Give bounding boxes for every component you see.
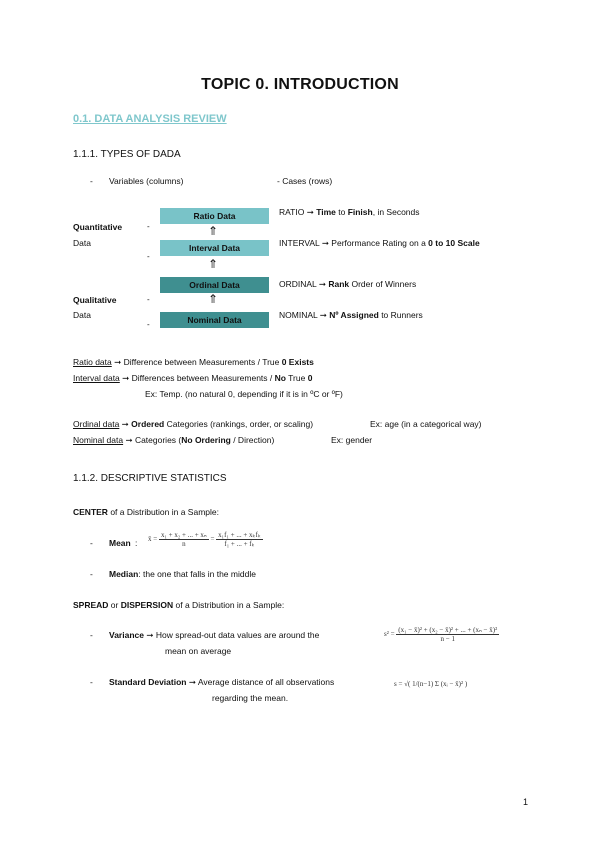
qualitative-data-label: Data (73, 310, 91, 320)
ratio-description: RATIO ➞ Time to Finish, in Seconds (279, 207, 420, 217)
quantitative-data-label: Data (73, 238, 91, 248)
mean-colon: : (135, 538, 138, 548)
stddev-line2: regarding the mean. (212, 693, 289, 703)
stddev-formula: s = √( 1/(n−1) Σ (xᵢ − x̄)² ) (394, 680, 468, 688)
types-heading: 1.1.1. TYPES OF DADA (73, 149, 181, 160)
up-arrow-icon: ⇑ (208, 257, 219, 271)
ordinal-data-box: Ordinal Data (160, 277, 269, 293)
qualitative-label: Qualitative (73, 295, 117, 305)
ordinal-definition: Ordinal data ➞ Ordered Categories (rankings, order, or scaling) (73, 419, 314, 429)
dash-mark: - (147, 252, 150, 261)
mean-dash: - (90, 538, 93, 548)
mean-label: Mean (109, 538, 131, 548)
variance-line2: mean on average (165, 646, 232, 656)
quantitative-label: Quantitative (73, 222, 123, 232)
nominal-example: Ex: gender (331, 435, 373, 445)
mean-formula: x̄ = $\frac{\text{x₁ + x₂ + ... + xₙ}}{n}$ = $\frac{\text{x₁f₁ + ... + xₖfₖ}}{\text{f₁ + ... + fₖ}}$ (148, 531, 261, 548)
variance-item: Variance ➞ How spread-out data values are around the (109, 630, 320, 640)
page-number: 1 (523, 797, 529, 807)
interval-example: Ex: Temp. (no natural 0, depending if it is in ºC or ºF) (145, 389, 343, 399)
variables-dash: - (90, 176, 93, 186)
stddev-item: Standard Deviation ➞ Average distance of all observations (109, 677, 335, 687)
nominal-description: NOMINAL ➞ Nº Assigned to Runners (279, 310, 423, 320)
spread-label: SPREAD or DISPERSION of a Distribution in a Sample: (73, 600, 285, 610)
variance-formula: s² = $\frac{\text{(x₁ − x̄)² + (x₂ − x̄)² + ... + (xₙ − x̄)²}}{n - 1}$ (384, 626, 498, 643)
nominal-definition: Nominal data ➞ Categories (No Ordering / Direction) (73, 435, 275, 445)
dash-mark: - (147, 222, 150, 231)
variables-label: Variables (columns) (109, 176, 184, 186)
section-heading: 0.1. DATA ANALYSIS REVIEW (73, 113, 227, 125)
nominal-data-box: Nominal Data (160, 312, 269, 328)
stddev-dash: - (90, 677, 93, 687)
descriptive-heading: 1.1.2. DESCRIPTIVE STATISTICS (73, 473, 227, 484)
ratio-definition: Ratio data ➞ Difference between Measurements / True 0 Exists (73, 357, 314, 367)
ordinal-description: ORDINAL ➞ Rank Order of Winners (279, 279, 417, 289)
page-title: TOPIC 0. INTRODUCTION (201, 76, 399, 93)
interval-definition: Interval data ➞ Differences between Measurements / No True 0 (73, 373, 313, 383)
ordinal-example: Ex: age (in a categorical way) (370, 419, 482, 429)
variance-dash: - (90, 630, 93, 640)
cases-label: - Cases (rows) (277, 176, 333, 186)
up-arrow-icon: ⇑ (208, 292, 219, 306)
interval-data-box: Interval Data (160, 240, 269, 256)
ratio-data-box: Ratio Data (160, 208, 269, 224)
dash-mark: - (147, 295, 150, 304)
interval-description: INTERVAL ➞ Performance Rating on a 0 to 10 Scale (279, 238, 480, 248)
median-dash: - (90, 569, 93, 579)
center-label: CENTER of a Distribution in a Sample: (73, 507, 219, 517)
up-arrow-icon: ⇑ (208, 224, 219, 238)
dash-mark: - (147, 320, 150, 329)
median-item: Median: the one that falls in the middle (109, 569, 256, 579)
